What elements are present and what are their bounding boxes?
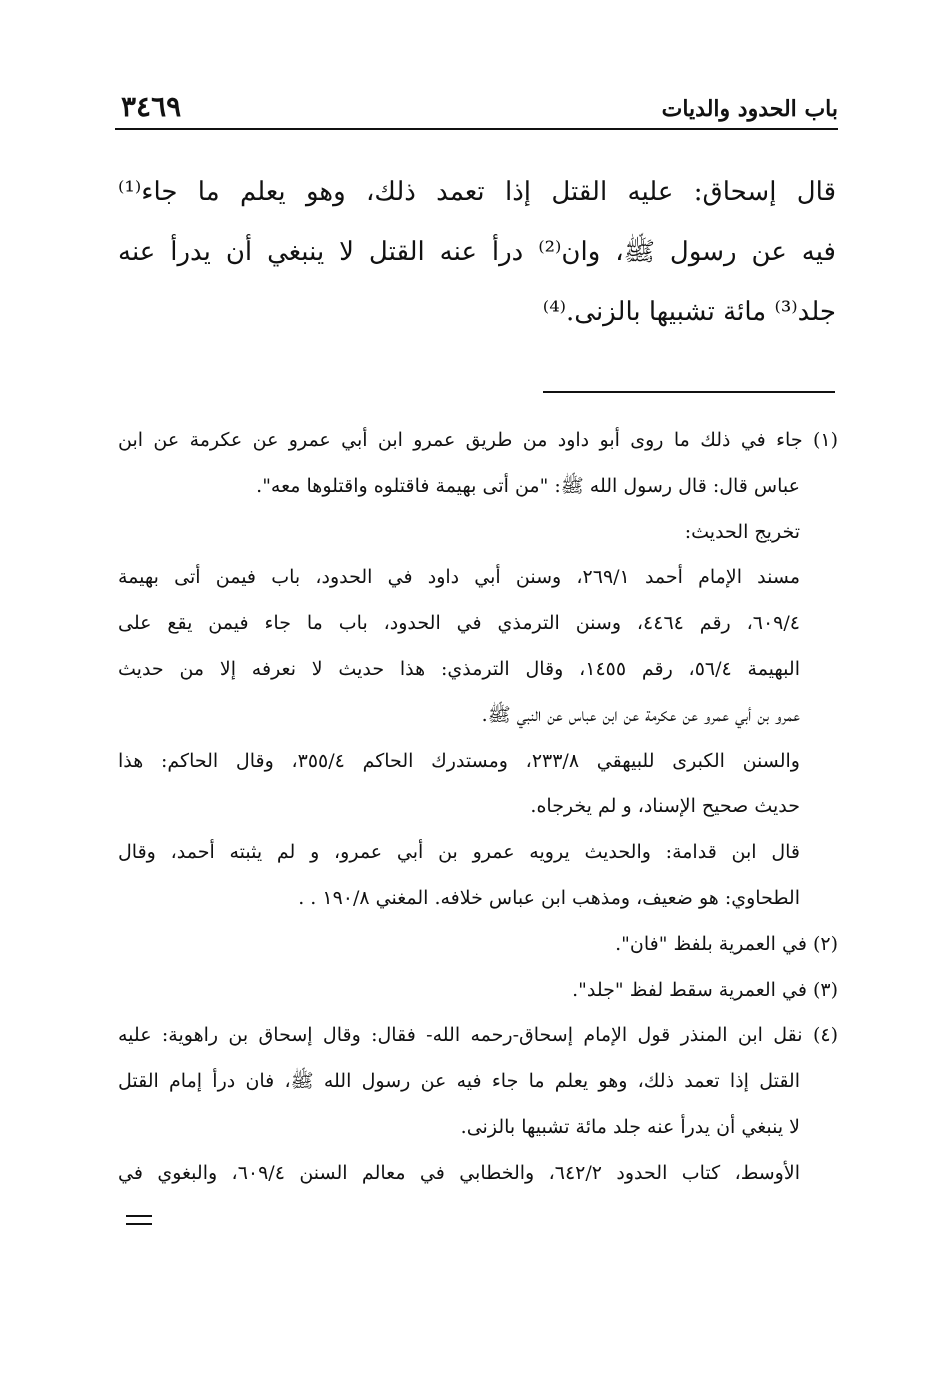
footnote-line: الطحاوي: هو ضعيف، ومذهب ابن عباس خلافه. المغني ١٩٠/٨ . . bbox=[298, 886, 800, 909]
footnote-line: الأوسط، كتاب الحدود ٦٤٢/٢، والخطابي في معالم السنن ٦٠٩/٤، والبغوي في bbox=[118, 1161, 800, 1184]
main-text-line: فيه عن رسول ﷺ، وان⁽²⁾ درأ عنه القتل لا ينبغي أن يدرأ عنه bbox=[118, 237, 836, 267]
footnote-line: البهيمة ٥٦/٤، رقم ١٤٥٥، وقال الترمذي: هذا حديث لا نعرفه إلا من حديث bbox=[118, 657, 800, 680]
footnote-line: عمرو بن أبي عمرو عن عكرمة عن ابن عباس عن النبي ﷺ. bbox=[481, 703, 800, 726]
footnote-line: قال ابن قدامة: والحديث يرويه عمرو بن أبي عمرو، و لم يثبته أحمد، وقال bbox=[118, 841, 800, 864]
chapter-title: باب الحدود والديات bbox=[661, 96, 838, 122]
page-number: ٣٤٦٩ bbox=[121, 90, 182, 123]
footnote-line: ٦٠٩/٤، رقم ٤٤٦٤، وسنن الترمذي في الحدود، باب ما جاء فيمن يقع على bbox=[118, 612, 800, 635]
footnote-line: عباس قال: قال رسول الله ﷺ: "من أتى بهيمة فاقتلوه واقتلوها معه". bbox=[256, 474, 800, 497]
footnote-line: لا ينبغي أن يدرأ عنه جلد مائة تشبيها بالزنى. bbox=[460, 1115, 800, 1138]
footnote-line: مسند الإمام أحمد ٢٦٩/١، وسنن أبي داود في الحدود، باب فيمن أتى بهيمة bbox=[118, 566, 801, 589]
footnote-line: (١) جاء في ذلك ما روى أبو داود من طريق عمرو ابن أبي عمرو عن عكرمة عن ابن bbox=[118, 429, 838, 451]
continuation-mark bbox=[126, 1215, 152, 1225]
footnote-line: (٣) في العمرية سقط لفظ "جلد". bbox=[572, 978, 838, 1001]
running-header bbox=[115, 88, 838, 130]
main-text-line: قال إسحاق: عليه القتل إذا تعمد ذلك، وهو يعلم ما جاء⁽¹⁾ bbox=[118, 177, 836, 207]
footnote-line: القتل إذا تعمد ذلك، وهو يعلم ما جاء فيه عن رسول الله ﷺ، فان درأ إمام القتل bbox=[118, 1070, 800, 1093]
footnote-separator bbox=[543, 391, 835, 393]
main-text-line: جلد⁽³⁾ مائة تشبيها بالزنى.⁽⁴⁾ bbox=[542, 297, 836, 327]
footnotes bbox=[118, 418, 838, 1197]
footnote-line: حديث صحيح الإسناد، و لم يخرجاه. bbox=[530, 795, 800, 818]
main-text bbox=[118, 162, 836, 342]
footnote-line: (٢) في العمرية بلفظ "فان". bbox=[615, 932, 838, 955]
footnote-line: تخريج الحديث: bbox=[684, 520, 800, 543]
footnote-line: والسنن الكبرى للبيهقي ٢٣٣/٨، ومستدرك الحاكم ٣٥٥/٤، وقال الحاكم: هذا bbox=[118, 749, 800, 772]
footnote-line: (٤) نقل ابن المنذر قول الإمام إسحاق-رحمه الله- فقال: وقال إسحاق بن راهوية: عليه bbox=[118, 1024, 838, 1047]
